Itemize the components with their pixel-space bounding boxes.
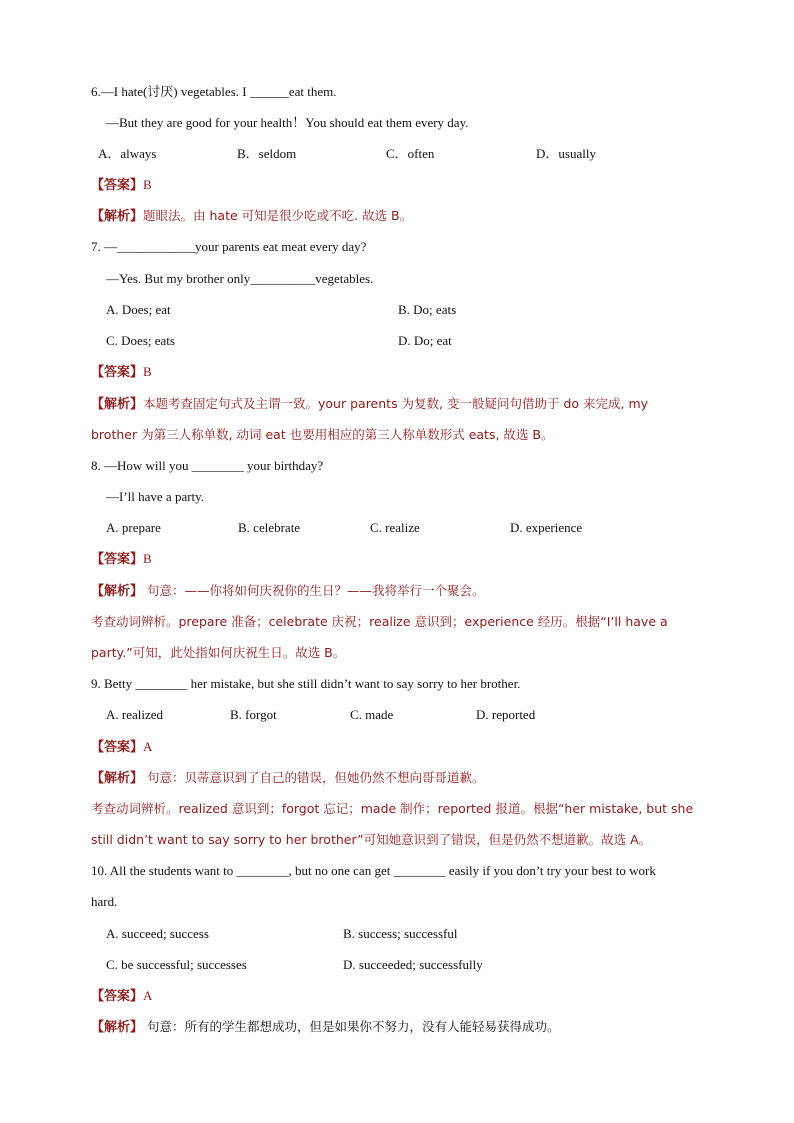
q8-analysis-1: 句意：——你将如何庆祝你的生日？——我将举行一个聚会。: [143, 583, 485, 598]
q9-analysis-1: 句意：贝蒂意识到了自己的错误，但她仍然不想向哥哥道歉。: [143, 770, 485, 785]
q7-analysis-row: [91, 396, 648, 413]
answer-label: 【答案】: [91, 552, 144, 567]
q9-answer: A: [143, 739, 153, 754]
answer-label: 【答案】: [91, 989, 144, 1004]
q9-answer-row: [91, 739, 152, 756]
q8-analysis-row: [91, 583, 485, 600]
q9-analysis-2: 考查动词辨析。realized 意识到；forgot 忘记；made 制作；reported 报道。根据“her mistake, but she: [91, 801, 694, 816]
q6-stem: 6.—I hate(讨厌) vegetables. I ______eat them.: [91, 84, 337, 99]
q10-option-c: C. be successful; successes: [106, 957, 247, 972]
q8-answer: B: [143, 551, 152, 566]
q7-option-b: B. Do; eats: [398, 302, 457, 317]
q8-stem: 8. —How will you ________ your birthday?: [91, 458, 324, 473]
q7-analysis-2: brother 为第三人称单数, 动词 eat 也要用相应的第三人称单数形式 eats, 故选 B。: [91, 427, 554, 442]
q7-answer-row: [91, 364, 152, 381]
analysis-label: 【解析】: [91, 584, 144, 599]
q8-option-a: A. prepare: [106, 520, 161, 535]
q7-option-c: C. Does; eats: [106, 333, 175, 348]
q8-analysis-2: 考查动词辨析。prepare 准备；celebrate 庆祝；realize 意识到；experience 经历。根据“I’ll have a: [91, 614, 668, 629]
q6-option-b: B．seldom: [237, 146, 297, 161]
q9-option-a: A. realized: [106, 707, 164, 722]
q8-reply: —I’ll have a party.: [106, 489, 205, 504]
q10-option-b: B. success; successful: [343, 926, 458, 941]
q9-option-c: C. made: [350, 707, 394, 722]
q6-reply: —But they are good for your health！You should eat them every day.: [106, 115, 469, 130]
q8-analysis-3: party.”可知，此处指如何庆祝生日。故选 B。: [91, 645, 346, 660]
q6-answer: B: [143, 177, 152, 192]
answer-label: 【答案】: [91, 365, 144, 380]
analysis-label: 【解析】: [91, 209, 144, 224]
q8-answer-row: [91, 551, 152, 568]
q6-option-a: A．always: [98, 146, 157, 161]
q9-option-b: B. forgot: [230, 707, 277, 722]
q10-option-a: A. succeed; success: [106, 926, 209, 941]
answer-label: 【答案】: [91, 740, 144, 755]
q7-answer: B: [143, 364, 152, 379]
q6-answer-row: [91, 177, 152, 194]
q7-option-a: A. Does; eat: [106, 302, 171, 317]
q10-stem-1: 10. All the students want to ________, but no one can get ________ easily if you don’t try your best to work: [91, 863, 656, 878]
q9-analysis-row: [91, 770, 485, 787]
q10-answer: A: [143, 988, 153, 1003]
q6-analysis: 题眼法。由 hate 可知是很少吃或不吃. 故选 B。: [143, 208, 413, 223]
q10-analysis: 句意：所有的学生都想成功，但是如果你不努力，没有人能轻易获得成功。: [143, 1019, 560, 1034]
q10-option-d: D. succeeded; successfully: [343, 957, 483, 972]
q7-reply: —Yes. But my brother only__________vegetables.: [106, 271, 374, 286]
q7-option-d: D. Do; eat: [398, 333, 452, 348]
q9-stem: 9. Betty ________ her mistake, but she still didn’t want to say sorry to her brother.: [91, 676, 521, 691]
q10-stem-2: hard.: [91, 894, 118, 909]
q8-option-d: D. experience: [510, 520, 583, 535]
analysis-label: 【解析】: [91, 771, 144, 786]
q8-option-b: B. celebrate: [238, 520, 301, 535]
q9-option-d: D. reported: [476, 707, 536, 722]
q9-analysis-3: still didn’t want to say sorry to her brother”可知她意识到了错误，但是仍然不想道歉。故选 A。: [91, 832, 652, 847]
analysis-label: 【解析】: [91, 1020, 144, 1035]
q7-stem: 7. —____________your parents eat meat every day?: [91, 239, 367, 254]
analysis-label: 【解析】: [91, 397, 144, 412]
q10-analysis-row: [91, 1019, 560, 1036]
q8-option-c: C. realize: [370, 520, 420, 535]
q10-answer-row: [91, 988, 152, 1005]
q6-option-d: D．usually: [536, 146, 596, 161]
q6-analysis-row: [91, 208, 412, 225]
q7-analysis-1: 本题考查固定句式及主谓一致。your parents 为复数, 变一般疑问句借助于 do 来完成, my: [143, 396, 649, 411]
q6-option-c: C．often: [386, 146, 435, 161]
answer-label: 【答案】: [91, 178, 144, 193]
